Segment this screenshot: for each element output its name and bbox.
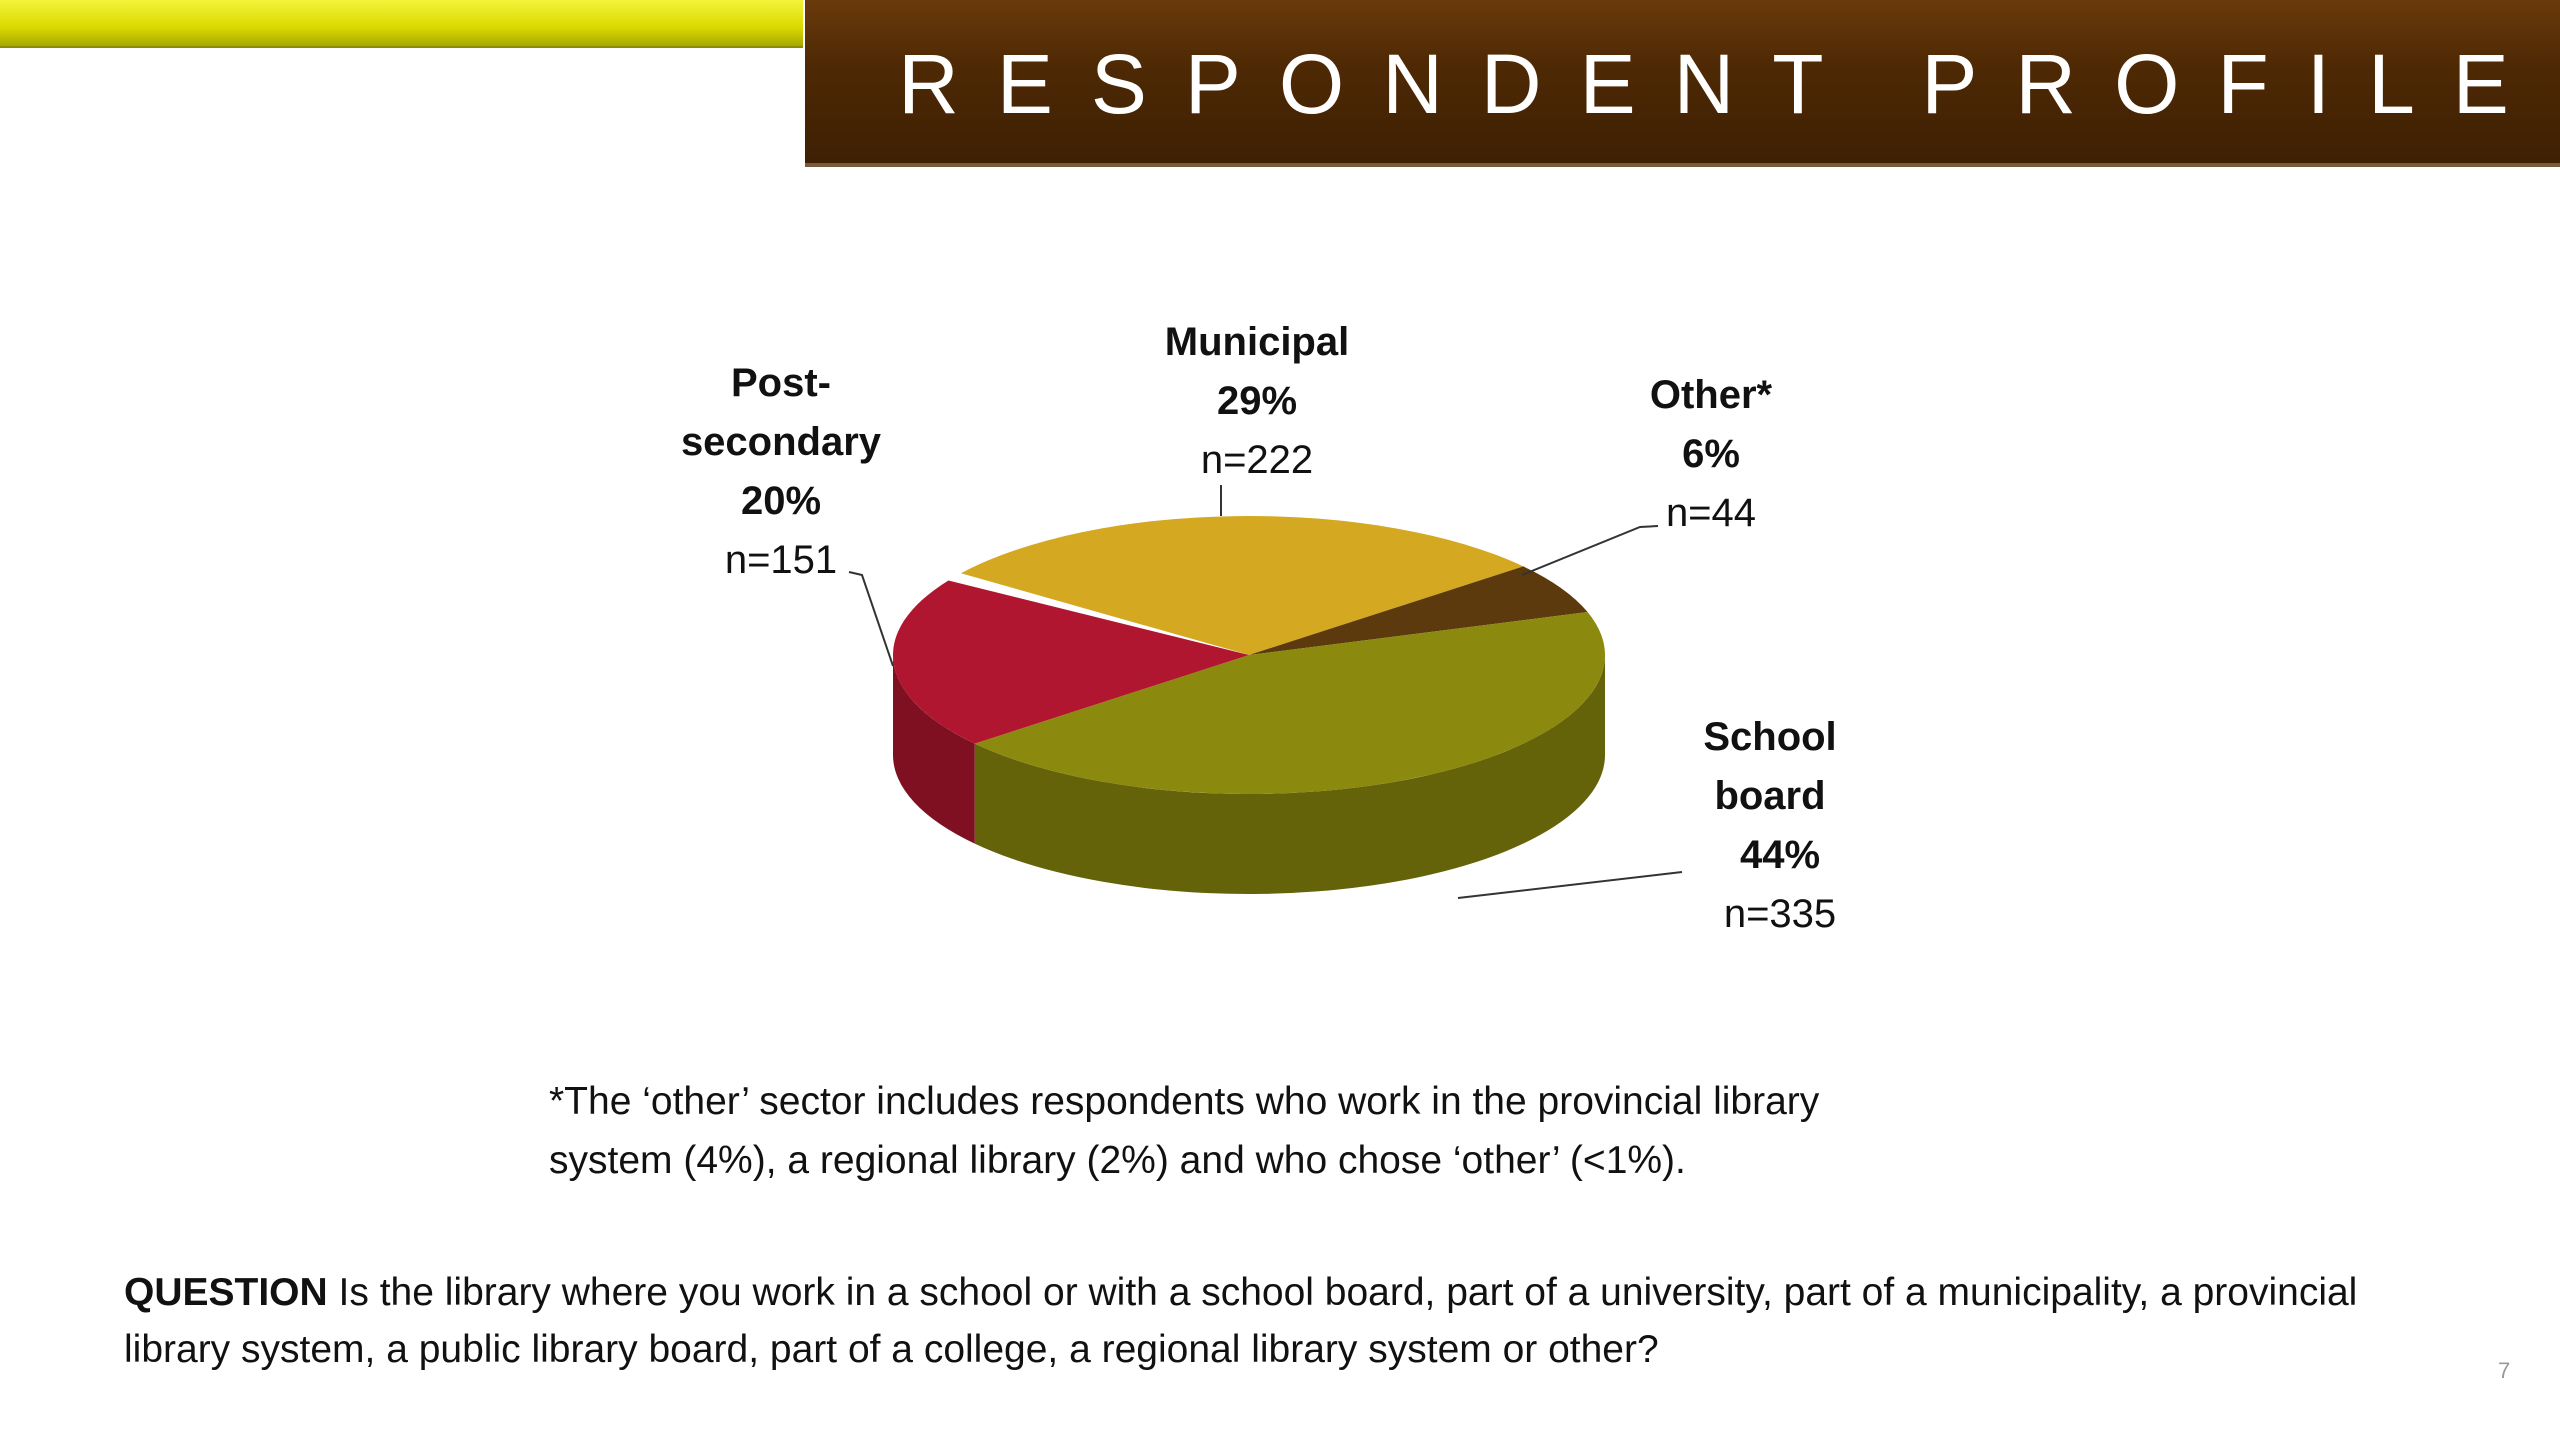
data-label: 6% (1682, 432, 1740, 476)
data-label: n=222 (1200, 438, 1314, 482)
data-label: 44% (1739, 833, 1821, 877)
question-body: Is the library where you work in a school or with a school board, part of a university, part of a municipality, a provincial library system, a public library board, part of a college, a regional library system or other? (124, 1271, 2358, 1371)
footnote-line: system (4%), a regional library (2%) and who chose ‘other’ (<1%). (549, 1139, 1686, 1182)
data-label: Municipal (1164, 320, 1350, 364)
question-label: QUESTION (124, 1271, 328, 1314)
data-label: n=44 (1665, 491, 1757, 535)
footnote-line: *The ‘other’ sector includes respondents who work in the provincial library (549, 1080, 1820, 1123)
data-label: 20% (740, 479, 822, 523)
data-label: Other* (1649, 373, 1773, 417)
leader-line-school-board (1458, 872, 1682, 898)
leader-line-post-secondary (849, 572, 893, 666)
leader-line-other (1522, 526, 1658, 575)
footnote (549, 1072, 1819, 1190)
data-label: n=151 (724, 538, 838, 582)
data-label: secondary (680, 420, 882, 464)
data-label: 29% (1216, 379, 1298, 423)
question-text (124, 1264, 2424, 1378)
data-label: Post- (731, 361, 831, 405)
page-number: 7 (2498, 1358, 2511, 1383)
data-label: School (1703, 715, 1837, 759)
page-title: RESPONDENT PROFILE (898, 37, 2547, 131)
data-label: n=335 (1723, 892, 1837, 936)
data-label: board (1714, 774, 1826, 818)
